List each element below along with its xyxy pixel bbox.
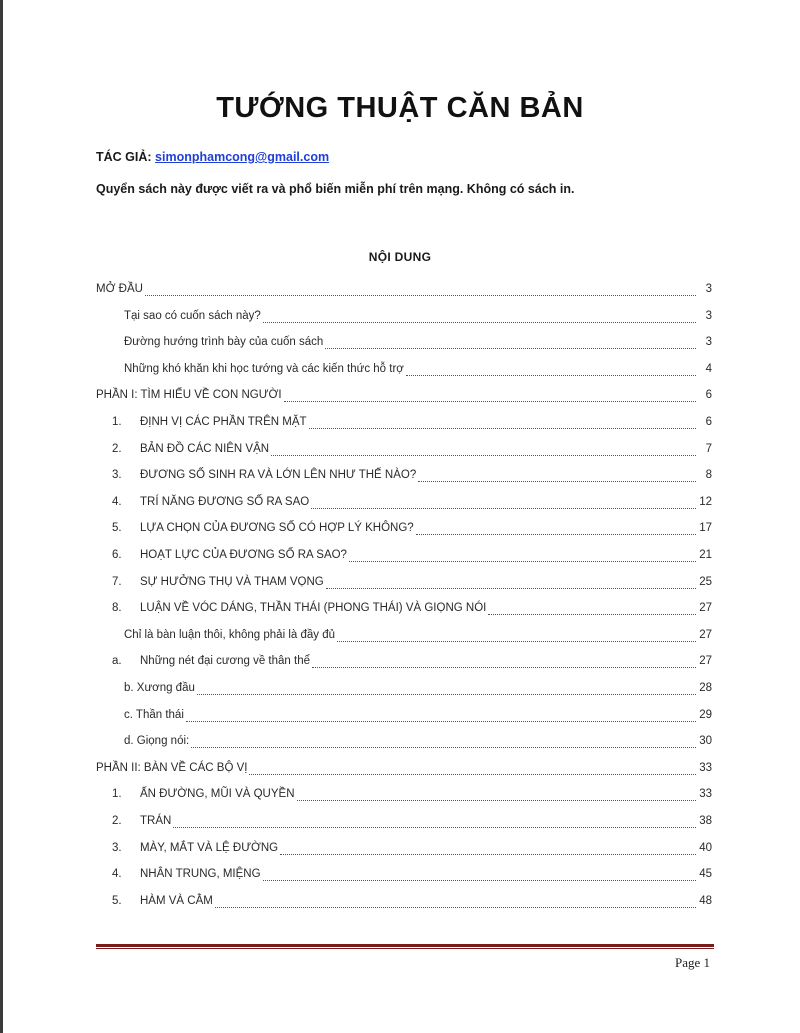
toc-leader-dots [311,507,696,509]
toc-leader-dots [349,560,696,562]
toc-entry-number: a. [112,655,122,667]
toc-entry-page: 3 [705,283,712,295]
toc-entry-title: BẢN ĐỒ CÁC NIÊN VẬN [140,443,270,455]
toc-entry-page: 17 [699,522,712,534]
toc-leader-dots [326,587,696,589]
toc-leader-dots [488,613,696,615]
toc-entry[interactable] [112,815,712,831]
toc-leader-dots [284,400,696,402]
toc-entry-number: 1. [112,788,122,800]
toc-leader-dots [215,906,696,908]
toc-leader-dots [197,693,696,695]
toc-entry-title: HÀM VÀ CẰM [140,895,213,907]
author-line [96,150,329,164]
toc-entry-number: 8. [112,602,122,614]
toc-entry-title: Đường hướng trình bày của cuốn sách [124,336,324,348]
toc-entry[interactable] [124,363,712,379]
toc-entry-page: 27 [699,629,712,641]
toc-entry-title: ẤN ĐƯỜNG, MŨI VÀ QUYỀN [140,788,295,800]
toc-leader-dots [173,826,696,828]
toc-entry-number: 5. [112,895,122,907]
toc-entry[interactable] [124,629,712,645]
toc-entry-title: LỰA CHỌN CỦA ĐƯƠNG SỐ CÓ HỢP LÝ KHÔNG? [140,522,414,534]
toc-entry[interactable] [112,576,712,592]
toc-entry-number: 3. [112,842,122,854]
toc-entry-page: 3 [705,336,712,348]
toc-entry[interactable] [112,868,712,884]
toc-entry-title: Những khó khăn khi học tướng và các kiến thức hỗ trợ [124,363,404,375]
toc-leader-dots [145,294,696,296]
toc-heading: NỘI DUNG [368,250,432,264]
toc-entry-number: 1. [112,416,122,428]
page-left-edge [0,0,3,1033]
toc-entry[interactable] [112,602,712,618]
toc-entry-title: PHẦN II: BÀN VỀ CÁC BỘ VỊ [96,762,248,774]
toc-entry[interactable] [112,522,712,538]
toc-entry[interactable] [96,762,712,778]
toc-entry-title: Tại sao có cuốn sách này? [124,310,261,322]
toc-entry[interactable] [112,549,712,565]
toc-entry-page: 38 [699,815,712,827]
toc-entry-page: 45 [699,868,712,880]
author-label: TÁC GIẢ: [96,150,152,164]
toc-entry-number: 5. [112,522,122,534]
toc-entry-page: 3 [705,310,712,322]
toc-leader-dots [249,773,696,775]
toc-leader-dots [309,427,696,429]
toc-entry[interactable] [112,655,712,671]
toc-entry-title: PHẦN I: TÌM HIỂU VỀ CON NGƯỜI [96,389,282,401]
toc-entry-title: Chỉ là bàn luận thôi, không phải là đầy đủ [124,629,335,641]
footer-rule-thin [96,948,714,949]
footer-rule [96,944,714,947]
toc-leader-dots [312,666,696,668]
toc-leader-dots [416,533,696,535]
toc-entry-number: 2. [112,815,122,827]
toc-entry-number: 6. [112,549,122,561]
toc-entry[interactable] [112,496,712,512]
toc-entry-page: 21 [699,549,712,561]
toc-leader-dots [280,853,696,855]
toc-entry-number: 7. [112,576,122,588]
toc-entry-title: HOẠT LỰC CỦA ĐƯƠNG SỐ RA SAO? [140,549,347,561]
toc-entry[interactable] [112,469,712,485]
toc-leader-dots [418,480,696,482]
toc-leader-dots [263,879,696,881]
toc-entry-page: 27 [699,655,712,667]
toc-leader-dots [271,454,696,456]
toc-entry-title: MÀY, MẮT VÀ LỆ ĐƯỜNG [140,842,279,854]
toc-leader-dots [186,720,696,722]
toc-entry-title: Những nét đại cương về thân thể [140,655,310,667]
toc-entry[interactable] [124,310,712,326]
document-title: TƯỚNG THUẬT CĂN BẢN [216,92,584,124]
toc-entry-page: 12 [699,496,712,508]
toc-leader-dots [406,374,696,376]
toc-entry-number: 3. [112,469,122,481]
toc-entry-page: 6 [705,416,712,428]
toc-entry[interactable] [112,788,712,804]
toc-entry-page: 27 [699,602,712,614]
toc-entry-title: c. Thần thái [124,709,184,721]
toc-entry-page: 48 [699,895,712,907]
toc-entry-title: MỞ ĐẦU [96,283,143,295]
toc-leader-dots [325,347,696,349]
toc-entry[interactable] [124,735,712,751]
toc-entry-page: 30 [699,735,712,747]
toc-entry-number: 2. [112,443,122,455]
toc-entry[interactable] [124,682,712,698]
toc-entry-title: SỰ HƯỞNG THỤ VÀ THAM VỌNG [140,576,324,588]
toc-entry[interactable] [112,895,712,911]
toc-entry[interactable] [112,443,712,459]
toc-entry[interactable] [96,283,712,299]
toc-leader-dots [337,640,696,642]
intro-text: Quyển sách này được viết ra và phổ biến miễn phí trên mạng. Không có sách in. [96,182,575,196]
toc-entry-number: 4. [112,496,122,508]
author-email-link[interactable]: simonphamcong@gmail.com [155,150,330,164]
toc-entry-title: ĐƯƠNG SỐ SINH RA VÀ LỚN LÊN NHƯ THẾ NÀO? [140,469,417,481]
toc-entry-title: b. Xương đầu [124,682,195,694]
toc-entry-title: LUẬN VỀ VÓC DÁNG, THẦN THÁI (PHONG THÁI) VÀ GIỌNG NÓI [140,602,487,614]
toc-entry-title: TRÁN [140,815,172,827]
toc-entry-page: 25 [699,576,712,588]
page-number-label: Page 1 [674,955,710,970]
toc-entry-title: d. Giọng nói: [124,735,190,747]
toc-entry-page: 7 [705,443,712,455]
toc-entry[interactable] [96,389,712,405]
toc-entry-page: 29 [699,709,712,721]
toc-entry-page: 6 [705,389,712,401]
toc-entry-page: 28 [699,682,712,694]
toc-entry[interactable] [124,709,712,725]
toc-entry-page: 33 [699,762,712,774]
toc-leader-dots [191,746,696,748]
toc-entry[interactable] [112,416,712,432]
toc-entry-number: 4. [112,868,122,880]
toc-leader-dots [263,321,696,323]
toc-entry[interactable] [124,336,712,352]
toc-entry-page: 33 [699,788,712,800]
toc-entry-title: NHÂN TRUNG, MIỆNG [140,868,261,880]
toc-leader-dots [297,799,696,801]
toc-entry-page: 8 [705,469,712,481]
toc-entry-page: 4 [705,363,712,375]
toc-entry-page: 40 [699,842,712,854]
toc-entry[interactable] [112,842,712,858]
toc-entry-title: ĐỊNH VỊ CÁC PHẦN TRÊN MẶT [140,416,307,428]
toc-entry-title: TRÍ NĂNG ĐƯƠNG SỐ RA SAO [140,496,310,508]
